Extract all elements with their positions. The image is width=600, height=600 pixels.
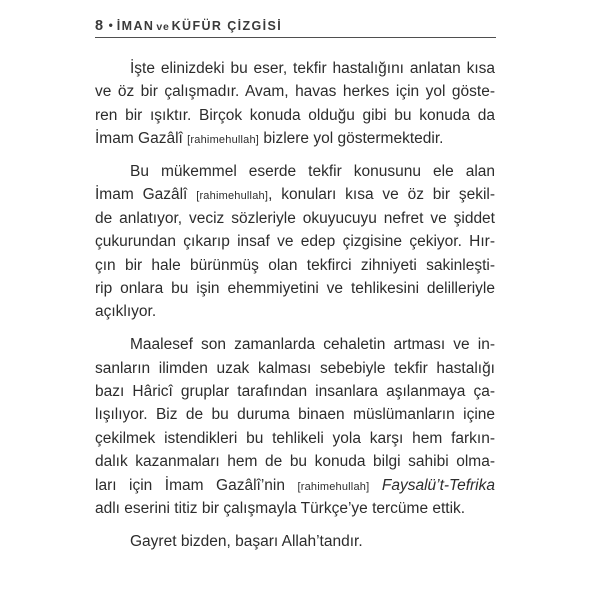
text-line: dalık kazanmaları hem de bu konuda bilgi sahibi olma-: [95, 453, 495, 471]
text-line: çın bir hale bürünmüş olan tekfirci zihniyeti sakinleşti-: [95, 256, 495, 274]
text-line: ve öz bir çalışmadır. Avam, havas herkes için yol göste-: [95, 83, 495, 101]
honorific-bracket: [rahimehullah]: [297, 480, 370, 493]
text-line: Gayret bizden, başarı Allah’tandır.: [130, 532, 363, 550]
text-line: adlı eserini titiz bir çalışmayla Türkçe’ye tercüme ettik.: [95, 500, 466, 518]
text-line: İşte elinizdeki bu eser, tekfir hastalığını anlatan kısa: [130, 60, 495, 77]
text-line: açıklıyor.: [95, 303, 157, 321]
header-title-word-1: İMAN: [116, 19, 155, 33]
paragraph: [95, 530, 495, 553]
text-line: sanların ilimden uzak kalması sebebiyle tekfir hastalığı: [95, 359, 495, 377]
text-line: bazı Hâricî gruplar tarafından insanlara aşılanmaya ça-: [95, 383, 495, 401]
text-line: ren bir ışıktır. Birçok konuda olduğu gibi bu konuda da: [95, 106, 495, 124]
paragraph: [95, 160, 495, 324]
header-title-word-2: KÜFÜR ÇİZGİSİ: [171, 19, 283, 33]
text-line: rip onlara bu işin ehemmiyetini ve tehlikesini delilleriyle: [95, 280, 495, 298]
text-line: Maalesef son zamanlarda cehaletin artması ve in-: [130, 336, 495, 354]
page-number: 8: [95, 18, 104, 34]
paragraph: [95, 57, 495, 151]
page-header: [95, 18, 496, 38]
paragraph: [95, 333, 495, 520]
header-title-connector: ve: [156, 21, 170, 33]
text-line: lışılıyor. Biz de bu duruma binaen müslümanların içine: [95, 406, 495, 424]
text-line: çukurundan çıkarıp insaf ve edep çizgisine çekiyor. Hır-: [95, 233, 495, 251]
page-body: [95, 57, 495, 563]
text-line: İmam Gazâlî [rahimehullah], konuları kısa ve öz bir şekil-: [95, 186, 495, 204]
honorific-bracket: [rahimehullah]: [187, 134, 260, 147]
text-line: çekilmek istendikleri bu tehlikeli yola karşı hem farkın-: [95, 429, 495, 447]
text-line: İmam Gazâlî [rahimehullah] bizlere yol göstermektedir.: [95, 130, 444, 148]
text-line: de anlatıyor, veciz sözleriyle okuyucuyu nefret ve şiddet: [95, 209, 495, 227]
bullet-separator: •: [108, 18, 113, 32]
book-title-italic: Faysalü’t-Tefrika: [381, 476, 495, 494]
text-line: Bu mükemmel eserde tekfir konusunu ele alan: [130, 163, 495, 181]
text-line: ları için İmam Gazâlî’nin [rahimehullah] Faysalü’t-Tefrika: [95, 476, 495, 494]
honorific-bracket: [rahimehullah]: [196, 190, 269, 203]
